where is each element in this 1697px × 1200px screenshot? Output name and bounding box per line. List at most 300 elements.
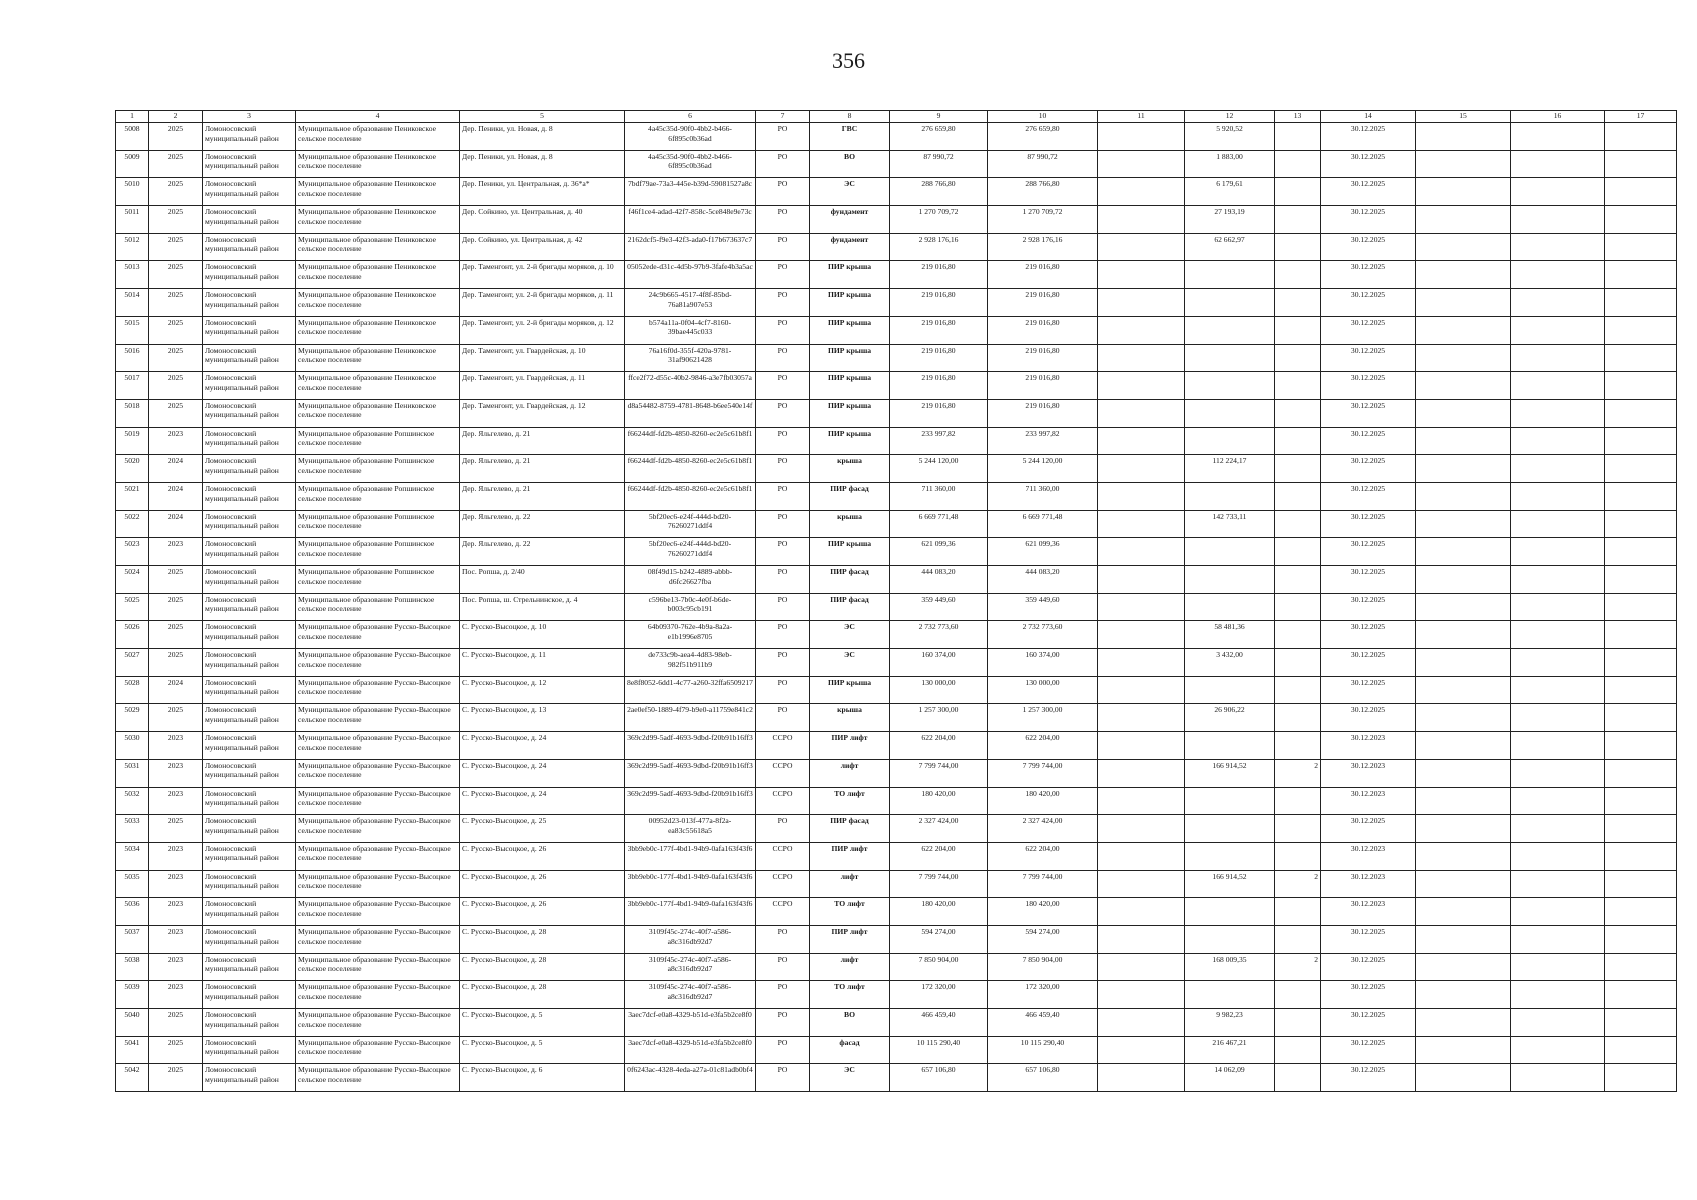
cell-col-11 bbox=[1098, 538, 1185, 566]
cell-col-13 bbox=[1275, 676, 1321, 704]
cell-municipality: Муниципальное образование Ропшинское сельское поселение bbox=[296, 510, 460, 538]
cell-cost-12: 112 224,17 bbox=[1185, 455, 1275, 483]
cell-program: РО bbox=[756, 206, 810, 234]
cell-district: Ломоносовский муниципальный район bbox=[203, 399, 296, 427]
cell-col-11 bbox=[1098, 676, 1185, 704]
cell-deadline: 30.12.2025 bbox=[1321, 482, 1416, 510]
cell-address: Дер. Яльгелево, д. 21 bbox=[460, 455, 625, 483]
cell-deadline: 30.12.2025 bbox=[1321, 953, 1416, 981]
cell-cost-12 bbox=[1185, 344, 1275, 372]
cell-address: С. Русско-Высоцкое, д. 6 bbox=[460, 1064, 625, 1092]
cell-col-13: 2 bbox=[1275, 870, 1321, 898]
cell-address: С. Русско-Высоцкое, д. 5 bbox=[460, 1036, 625, 1064]
cell-work-type: крыша bbox=[810, 704, 890, 732]
cell-house-guid: 3aec7dcf-e0a8-4329-b51d-e3fa5b2ce8f0 bbox=[625, 1036, 756, 1064]
cell-house-guid: 3aec7dcf-e0a8-4329-b51d-e3fa5b2ce8f0 bbox=[625, 1009, 756, 1037]
cell-work-type: ПИР крыша bbox=[810, 676, 890, 704]
cell-municipality: Муниципальное образование Русско-Высоцкое сельское поселение bbox=[296, 842, 460, 870]
cell-total-cost: 444 083,20 bbox=[890, 566, 988, 594]
cell-cost-2: 180 420,00 bbox=[988, 898, 1098, 926]
cell-col-13 bbox=[1275, 233, 1321, 261]
cell-cost-12: 9 982,23 bbox=[1185, 1009, 1275, 1037]
cell-work-type: крыша bbox=[810, 510, 890, 538]
cell-col-15 bbox=[1416, 815, 1511, 843]
cell-cost-12 bbox=[1185, 981, 1275, 1009]
cell-col-16 bbox=[1511, 482, 1605, 510]
table-row bbox=[116, 898, 1677, 926]
cell-program: ССРО bbox=[756, 842, 810, 870]
cell-total-cost: 622 204,00 bbox=[890, 842, 988, 870]
cell-col-13: 2 bbox=[1275, 759, 1321, 787]
cell-row-number: 5036 bbox=[116, 898, 149, 926]
cell-year: 2025 bbox=[149, 593, 203, 621]
cell-deadline: 30.12.2025 bbox=[1321, 815, 1416, 843]
cell-deadline: 30.12.2023 bbox=[1321, 898, 1416, 926]
cell-col-11 bbox=[1098, 123, 1185, 151]
cell-total-cost: 219 016,80 bbox=[890, 261, 988, 289]
cell-col-17 bbox=[1605, 676, 1677, 704]
cell-municipality: Муниципальное образование Пениковское сельское поселение bbox=[296, 316, 460, 344]
cell-deadline: 30.12.2023 bbox=[1321, 870, 1416, 898]
cell-col-16 bbox=[1511, 427, 1605, 455]
cell-col-13 bbox=[1275, 316, 1321, 344]
cell-address: С. Русско-Высоцкое, д. 26 bbox=[460, 898, 625, 926]
cell-deadline: 30.12.2025 bbox=[1321, 1036, 1416, 1064]
cell-address: С. Русско-Высоцкое, д. 24 bbox=[460, 759, 625, 787]
cell-col-11 bbox=[1098, 372, 1185, 400]
cell-col-16 bbox=[1511, 344, 1605, 372]
cell-col-16 bbox=[1511, 206, 1605, 234]
cell-municipality: Муниципальное образование Русско-Высоцкое сельское поселение bbox=[296, 676, 460, 704]
cell-program: РО bbox=[756, 261, 810, 289]
cell-program: РО bbox=[756, 815, 810, 843]
cell-house-guid: 8e8f8052-6dd1-4c77-a260-32ffa6509217 bbox=[625, 676, 756, 704]
cell-deadline: 30.12.2023 bbox=[1321, 842, 1416, 870]
cell-address: С. Русско-Высоцкое, д. 28 bbox=[460, 953, 625, 981]
table-row bbox=[116, 399, 1677, 427]
cell-cost-2: 219 016,80 bbox=[988, 261, 1098, 289]
table-row bbox=[116, 842, 1677, 870]
cell-col-11 bbox=[1098, 316, 1185, 344]
cell-house-guid: d8a54482-8759-4781-8648-b6ee540e14f bbox=[625, 399, 756, 427]
cell-deadline: 30.12.2025 bbox=[1321, 178, 1416, 206]
cell-municipality: Муниципальное образование Пениковское сельское поселение bbox=[296, 344, 460, 372]
cell-col-15 bbox=[1416, 898, 1511, 926]
cell-col-17 bbox=[1605, 593, 1677, 621]
cell-address: С. Русско-Высоцкое, д. 28 bbox=[460, 981, 625, 1009]
table-row bbox=[116, 704, 1677, 732]
cell-program: ССРО bbox=[756, 787, 810, 815]
cell-row-number: 5033 bbox=[116, 815, 149, 843]
cell-row-number: 5039 bbox=[116, 981, 149, 1009]
column-header-3: 3 bbox=[203, 111, 296, 123]
column-header-9: 9 bbox=[890, 111, 988, 123]
cell-cost-2: 466 459,40 bbox=[988, 1009, 1098, 1037]
cell-year: 2025 bbox=[149, 815, 203, 843]
cell-col-11 bbox=[1098, 206, 1185, 234]
cell-year: 2025 bbox=[149, 1009, 203, 1037]
cell-col-13 bbox=[1275, 898, 1321, 926]
cell-municipality: Муниципальное образование Русско-Высоцкое сельское поселение bbox=[296, 870, 460, 898]
cell-col-17 bbox=[1605, 925, 1677, 953]
cell-col-11 bbox=[1098, 593, 1185, 621]
cell-deadline: 30.12.2025 bbox=[1321, 289, 1416, 317]
cell-program: РО bbox=[756, 289, 810, 317]
cell-col-13 bbox=[1275, 399, 1321, 427]
cell-address: Дер. Яльгелево, д. 22 bbox=[460, 510, 625, 538]
cell-col-17 bbox=[1605, 981, 1677, 1009]
cell-col-16 bbox=[1511, 1064, 1605, 1092]
cell-cost-12 bbox=[1185, 427, 1275, 455]
cell-col-11 bbox=[1098, 981, 1185, 1009]
cell-col-13 bbox=[1275, 123, 1321, 151]
cell-total-cost: 5 244 120,00 bbox=[890, 455, 988, 483]
cell-col-16 bbox=[1511, 261, 1605, 289]
cell-work-type: ГВС bbox=[810, 123, 890, 151]
cell-deadline: 30.12.2025 bbox=[1321, 427, 1416, 455]
cell-row-number: 5026 bbox=[116, 621, 149, 649]
cell-total-cost: 219 016,80 bbox=[890, 316, 988, 344]
cell-cost-12 bbox=[1185, 593, 1275, 621]
cell-year: 2025 bbox=[149, 206, 203, 234]
cell-cost-2: 594 274,00 bbox=[988, 925, 1098, 953]
cell-cost-2: 288 766,80 bbox=[988, 178, 1098, 206]
table-row bbox=[116, 123, 1677, 151]
cell-year: 2023 bbox=[149, 538, 203, 566]
cell-address: С. Русско-Высоцкое, д. 25 bbox=[460, 815, 625, 843]
cell-work-type: ПИР крыша bbox=[810, 372, 890, 400]
cell-deadline: 30.12.2025 bbox=[1321, 510, 1416, 538]
cell-address: Дер. Таменгонт, ул. Гвардейская, д. 10 bbox=[460, 344, 625, 372]
cell-address: Пос. Ропша, д. 2/40 bbox=[460, 566, 625, 594]
cell-municipality: Муниципальное образование Пениковское сельское поселение bbox=[296, 372, 460, 400]
cell-col-16 bbox=[1511, 676, 1605, 704]
cell-house-guid: 3bb9eb0c-177f-4bd1-94b9-0afa163f43f6 bbox=[625, 842, 756, 870]
cell-col-17 bbox=[1605, 289, 1677, 317]
cell-col-17 bbox=[1605, 178, 1677, 206]
cell-col-17 bbox=[1605, 399, 1677, 427]
cell-col-11 bbox=[1098, 787, 1185, 815]
cell-work-type: ЭС bbox=[810, 178, 890, 206]
cell-district: Ломоносовский муниципальный район bbox=[203, 593, 296, 621]
cell-col-11 bbox=[1098, 427, 1185, 455]
cell-total-cost: 2 928 176,16 bbox=[890, 233, 988, 261]
cell-row-number: 5037 bbox=[116, 925, 149, 953]
cell-col-15 bbox=[1416, 510, 1511, 538]
cell-house-guid: b574a11a-0f04-4cf7-8160-39bae445c033 bbox=[625, 316, 756, 344]
cell-col-15 bbox=[1416, 593, 1511, 621]
cell-address: Дер. Пеники, ул. Центральная, д. 36*а* bbox=[460, 178, 625, 206]
cell-year: 2023 bbox=[149, 787, 203, 815]
cell-col-11 bbox=[1098, 815, 1185, 843]
table-body bbox=[116, 123, 1677, 1092]
cell-house-guid: 05052ede-d31c-4d5b-97b9-3fafe4b3a5ac bbox=[625, 261, 756, 289]
cell-address: Дер. Сойкино, ул. Центральная, д. 40 bbox=[460, 206, 625, 234]
cell-col-13 bbox=[1275, 815, 1321, 843]
table-row bbox=[116, 732, 1677, 760]
cell-col-16 bbox=[1511, 233, 1605, 261]
cell-deadline: 30.12.2025 bbox=[1321, 676, 1416, 704]
cell-work-type: ТО лифт bbox=[810, 898, 890, 926]
cell-col-11 bbox=[1098, 455, 1185, 483]
cell-work-type: ПИР крыша bbox=[810, 344, 890, 372]
cell-address: С. Русско-Высоцкое, д. 13 bbox=[460, 704, 625, 732]
cell-year: 2023 bbox=[149, 870, 203, 898]
cell-col-17 bbox=[1605, 566, 1677, 594]
cell-address: Дер. Яльгелево, д. 21 bbox=[460, 482, 625, 510]
cell-address: Дер. Таменгонт, ул. 2-й бригады моряков, д. 11 bbox=[460, 289, 625, 317]
cell-col-11 bbox=[1098, 482, 1185, 510]
cell-row-number: 5034 bbox=[116, 842, 149, 870]
cell-year: 2025 bbox=[149, 566, 203, 594]
cell-work-type: ПИР крыша bbox=[810, 399, 890, 427]
cell-program: ССРО bbox=[756, 759, 810, 787]
cell-municipality: Муниципальное образование Ропшинское сельское поселение bbox=[296, 593, 460, 621]
cell-cost-2: 622 204,00 bbox=[988, 842, 1098, 870]
cell-row-number: 5014 bbox=[116, 289, 149, 317]
cell-col-13 bbox=[1275, 1009, 1321, 1037]
cell-district: Ломоносовский муниципальный район bbox=[203, 566, 296, 594]
cell-row-number: 5011 bbox=[116, 206, 149, 234]
cell-col-15 bbox=[1416, 233, 1511, 261]
cell-col-15 bbox=[1416, 482, 1511, 510]
cell-work-type: ЭС bbox=[810, 649, 890, 677]
cell-district: Ломоносовский муниципальный район bbox=[203, 316, 296, 344]
cell-program: РО bbox=[756, 593, 810, 621]
cell-col-13 bbox=[1275, 206, 1321, 234]
cell-house-guid: 0f6243ac-4328-4eda-a27a-01c81adb0bf4 bbox=[625, 1064, 756, 1092]
cell-total-cost: 466 459,40 bbox=[890, 1009, 988, 1037]
cell-col-15 bbox=[1416, 1036, 1511, 1064]
cell-house-guid: 76a16f0d-355f-420a-9781-31af90621428 bbox=[625, 344, 756, 372]
cell-program: РО bbox=[756, 538, 810, 566]
cell-address: С. Русско-Высоцкое, д. 26 bbox=[460, 842, 625, 870]
cell-col-16 bbox=[1511, 842, 1605, 870]
cell-year: 2025 bbox=[149, 178, 203, 206]
cell-work-type: ЭС bbox=[810, 1064, 890, 1092]
cell-row-number: 5038 bbox=[116, 953, 149, 981]
cell-year: 2025 bbox=[149, 261, 203, 289]
cell-col-15 bbox=[1416, 842, 1511, 870]
table-row bbox=[116, 427, 1677, 455]
cell-address: Дер. Яльгелево, д. 21 bbox=[460, 427, 625, 455]
cell-col-13 bbox=[1275, 566, 1321, 594]
cell-cost-12 bbox=[1185, 372, 1275, 400]
cell-col-17 bbox=[1605, 953, 1677, 981]
cell-program: ССРО bbox=[756, 898, 810, 926]
table-row bbox=[116, 1064, 1677, 1092]
cell-work-type: лифт bbox=[810, 870, 890, 898]
cell-program: РО bbox=[756, 676, 810, 704]
cell-row-number: 5024 bbox=[116, 566, 149, 594]
cell-house-guid: 2162dcf5-f9e3-42f3-ada0-f17b673637c7 bbox=[625, 233, 756, 261]
cell-program: РО bbox=[756, 510, 810, 538]
cell-house-guid: 3109f45c-274c-40f7-a586-a8c316db92d7 bbox=[625, 953, 756, 981]
register-table bbox=[115, 110, 1677, 1092]
cell-col-11 bbox=[1098, 898, 1185, 926]
cell-col-11 bbox=[1098, 1009, 1185, 1037]
cell-cost-2: 180 420,00 bbox=[988, 787, 1098, 815]
cell-deadline: 30.12.2025 bbox=[1321, 704, 1416, 732]
cell-deadline: 30.12.2025 bbox=[1321, 1009, 1416, 1037]
cell-deadline: 30.12.2025 bbox=[1321, 455, 1416, 483]
cell-municipality: Муниципальное образование Ропшинское сельское поселение bbox=[296, 427, 460, 455]
cell-district: Ломоносовский муниципальный район bbox=[203, 815, 296, 843]
table-row bbox=[116, 787, 1677, 815]
cell-col-11 bbox=[1098, 759, 1185, 787]
cell-house-guid: 369c2d99-5adf-4693-9dbd-f20b91b16ff3 bbox=[625, 787, 756, 815]
cell-year: 2023 bbox=[149, 898, 203, 926]
table-row bbox=[116, 233, 1677, 261]
cell-cost-12: 166 914,52 bbox=[1185, 759, 1275, 787]
cell-col-17 bbox=[1605, 510, 1677, 538]
cell-col-16 bbox=[1511, 759, 1605, 787]
cell-col-11 bbox=[1098, 566, 1185, 594]
cell-col-15 bbox=[1416, 206, 1511, 234]
cell-col-11 bbox=[1098, 510, 1185, 538]
cell-col-11 bbox=[1098, 953, 1185, 981]
cell-work-type: лифт bbox=[810, 759, 890, 787]
table-row bbox=[116, 455, 1677, 483]
cell-col-13 bbox=[1275, 704, 1321, 732]
cell-col-11 bbox=[1098, 399, 1185, 427]
cell-cost-2: 621 099,36 bbox=[988, 538, 1098, 566]
cell-house-guid: 4a45c35d-90f0-4bb2-b466-6f895c0b36ad bbox=[625, 150, 756, 178]
table-row bbox=[116, 1036, 1677, 1064]
cell-cost-12 bbox=[1185, 898, 1275, 926]
cell-municipality: Муниципальное образование Русско-Высоцкое сельское поселение bbox=[296, 732, 460, 760]
cell-total-cost: 219 016,80 bbox=[890, 344, 988, 372]
cell-col-15 bbox=[1416, 427, 1511, 455]
cell-year: 2024 bbox=[149, 482, 203, 510]
cell-col-11 bbox=[1098, 842, 1185, 870]
cell-col-17 bbox=[1605, 870, 1677, 898]
cell-col-13 bbox=[1275, 372, 1321, 400]
cell-work-type: ПИР крыша bbox=[810, 316, 890, 344]
column-header-16: 16 bbox=[1511, 111, 1605, 123]
cell-address: С. Русско-Высоцкое, д. 28 bbox=[460, 925, 625, 953]
cell-deadline: 30.12.2025 bbox=[1321, 538, 1416, 566]
cell-col-17 bbox=[1605, 372, 1677, 400]
cell-district: Ломоносовский муниципальный район bbox=[203, 1009, 296, 1037]
cell-col-15 bbox=[1416, 981, 1511, 1009]
cell-total-cost: 180 420,00 bbox=[890, 898, 988, 926]
cell-program: РО bbox=[756, 123, 810, 151]
cell-cost-12: 62 662,97 bbox=[1185, 233, 1275, 261]
cell-address: Пос. Ропша, ш. Стрельнинское, д. 4 bbox=[460, 593, 625, 621]
cell-total-cost: 10 115 290,40 bbox=[890, 1036, 988, 1064]
cell-deadline: 30.12.2025 bbox=[1321, 1064, 1416, 1092]
cell-col-17 bbox=[1605, 150, 1677, 178]
cell-col-13 bbox=[1275, 1064, 1321, 1092]
cell-col-16 bbox=[1511, 925, 1605, 953]
cell-address: Дер. Таменгонт, ул. Гвардейская, д. 12 bbox=[460, 399, 625, 427]
cell-district: Ломоносовский муниципальный район bbox=[203, 289, 296, 317]
cell-col-13 bbox=[1275, 344, 1321, 372]
cell-municipality: Муниципальное образование Русско-Высоцкое сельское поселение bbox=[296, 759, 460, 787]
cell-row-number: 5028 bbox=[116, 676, 149, 704]
cell-work-type: ПИР фасад bbox=[810, 482, 890, 510]
cell-col-11 bbox=[1098, 732, 1185, 760]
cell-col-16 bbox=[1511, 953, 1605, 981]
cell-cost-2: 711 360,00 bbox=[988, 482, 1098, 510]
cell-address: С. Русско-Высоцкое, д. 24 bbox=[460, 732, 625, 760]
cell-district: Ломоносовский муниципальный район bbox=[203, 842, 296, 870]
cell-address: С. Русско-Высоцкое, д. 24 bbox=[460, 787, 625, 815]
cell-house-guid: 4a45c35d-90f0-4bb2-b466-6f895c0b36ad bbox=[625, 123, 756, 151]
cell-cost-2: 130 000,00 bbox=[988, 676, 1098, 704]
cell-total-cost: 7 799 744,00 bbox=[890, 870, 988, 898]
cell-row-number: 5027 bbox=[116, 649, 149, 677]
cell-program: РО bbox=[756, 649, 810, 677]
cell-program: ССРО bbox=[756, 870, 810, 898]
table-row bbox=[116, 870, 1677, 898]
cell-col-13 bbox=[1275, 981, 1321, 1009]
cell-house-guid: 3bb9eb0c-177f-4bd1-94b9-0afa163f43f6 bbox=[625, 870, 756, 898]
cell-row-number: 5018 bbox=[116, 399, 149, 427]
cell-total-cost: 2 327 424,00 bbox=[890, 815, 988, 843]
cell-municipality: Муниципальное образование Русско-Высоцкое сельское поселение bbox=[296, 704, 460, 732]
cell-year: 2025 bbox=[149, 233, 203, 261]
cell-deadline: 30.12.2025 bbox=[1321, 261, 1416, 289]
cell-house-guid: de733c9b-aea4-4d83-98eb-982f51b911b9 bbox=[625, 649, 756, 677]
cell-col-16 bbox=[1511, 981, 1605, 1009]
cell-total-cost: 219 016,80 bbox=[890, 399, 988, 427]
cell-address: Дер. Таменгонт, ул. Гвардейская, д. 11 bbox=[460, 372, 625, 400]
cell-row-number: 5041 bbox=[116, 1036, 149, 1064]
cell-col-17 bbox=[1605, 759, 1677, 787]
cell-district: Ломоносовский муниципальный район bbox=[203, 759, 296, 787]
cell-col-16 bbox=[1511, 898, 1605, 926]
cell-district: Ломоносовский муниципальный район bbox=[203, 870, 296, 898]
column-header-12: 12 bbox=[1185, 111, 1275, 123]
cell-col-15 bbox=[1416, 621, 1511, 649]
cell-total-cost: 219 016,80 bbox=[890, 372, 988, 400]
cell-col-13 bbox=[1275, 261, 1321, 289]
cell-deadline: 30.12.2025 bbox=[1321, 316, 1416, 344]
cell-address: С. Русско-Высоцкое, д. 26 bbox=[460, 870, 625, 898]
column-header-7: 7 bbox=[756, 111, 810, 123]
cell-col-16 bbox=[1511, 815, 1605, 843]
cell-house-guid: 2ae0ef50-1889-4f79-b9e0-a11759e841c2 bbox=[625, 704, 756, 732]
cell-year: 2025 bbox=[149, 649, 203, 677]
cell-col-16 bbox=[1511, 732, 1605, 760]
cell-col-17 bbox=[1605, 482, 1677, 510]
cell-work-type: ПИР крыша bbox=[810, 289, 890, 317]
cell-total-cost: 1 257 300,00 bbox=[890, 704, 988, 732]
cell-house-guid: 64b09370-762e-4b9a-8a2a-e1b1996e8705 bbox=[625, 621, 756, 649]
cell-total-cost: 219 016,80 bbox=[890, 289, 988, 317]
cell-row-number: 5040 bbox=[116, 1009, 149, 1037]
cell-row-number: 5015 bbox=[116, 316, 149, 344]
cell-work-type: ПИР фасад bbox=[810, 815, 890, 843]
cell-cost-12: 3 432,00 bbox=[1185, 649, 1275, 677]
cell-year: 2023 bbox=[149, 759, 203, 787]
cell-municipality: Муниципальное образование Русско-Высоцкое сельское поселение bbox=[296, 953, 460, 981]
cell-program: ССРО bbox=[756, 732, 810, 760]
cell-cost-2: 622 204,00 bbox=[988, 732, 1098, 760]
column-header-4: 4 bbox=[296, 111, 460, 123]
cell-year: 2025 bbox=[149, 1036, 203, 1064]
cell-house-guid: 24c9b665-4517-4f8f-85bd-76a81a907e53 bbox=[625, 289, 756, 317]
cell-municipality: Муниципальное образование Русско-Высоцкое сельское поселение bbox=[296, 1064, 460, 1092]
cell-cost-12 bbox=[1185, 261, 1275, 289]
cell-col-16 bbox=[1511, 150, 1605, 178]
cell-total-cost: 172 320,00 bbox=[890, 981, 988, 1009]
cell-col-16 bbox=[1511, 178, 1605, 206]
cell-col-17 bbox=[1605, 732, 1677, 760]
cell-cost-12 bbox=[1185, 316, 1275, 344]
